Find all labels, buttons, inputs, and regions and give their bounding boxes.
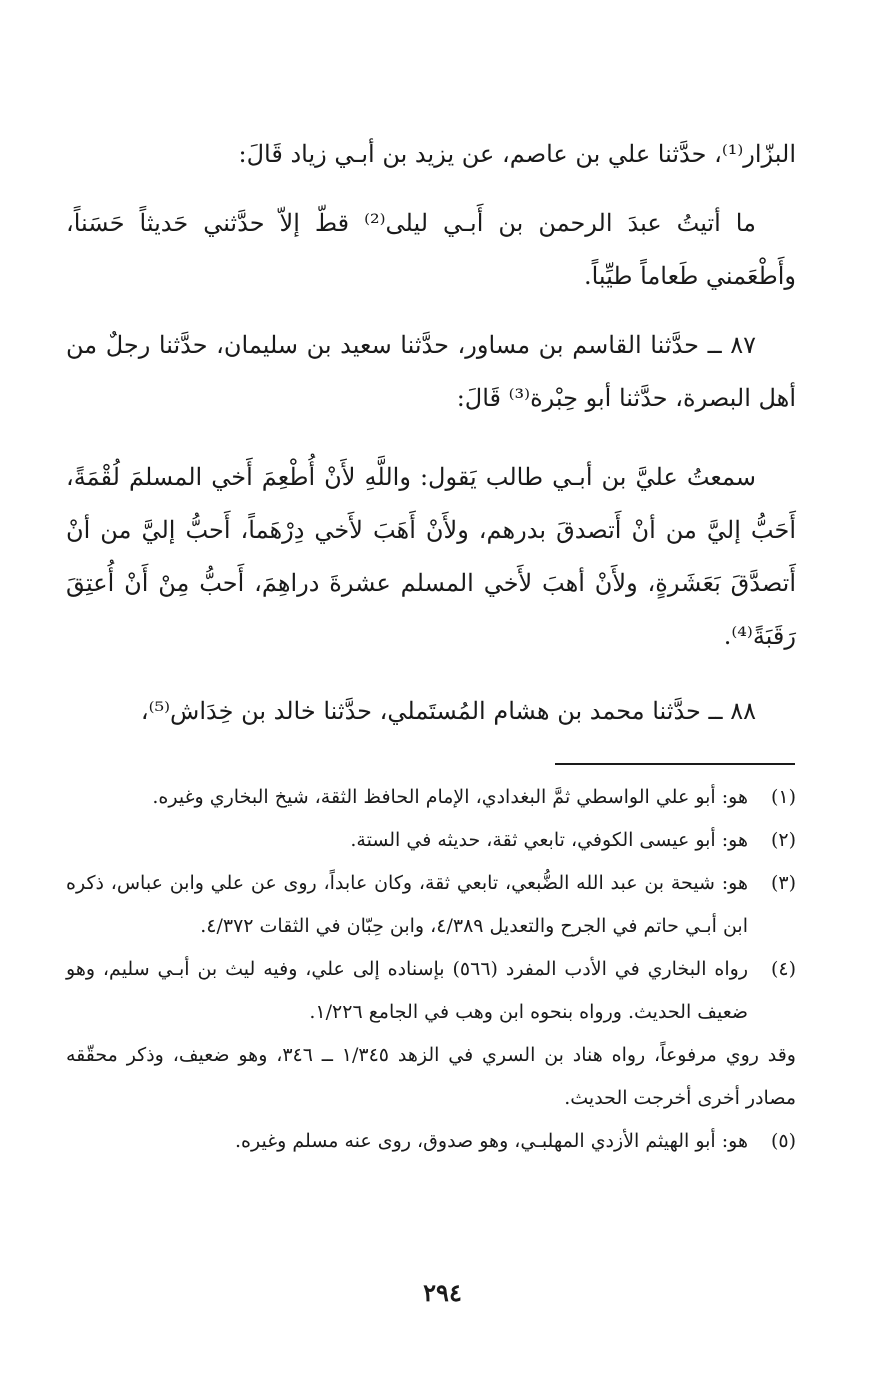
footnote-number: (٥) <box>770 1130 796 1152</box>
footnote-number: (١) <box>770 786 796 808</box>
footnote-4 <box>66 948 796 1034</box>
footnote-number: (٣) <box>770 872 796 894</box>
footnote-4-continuation: وقد روي مرفوعاً، رواه هناد بن السري في الزهد ١/٣٤٥ ــ ٣٤٦، وهو ضعيف، وذكر محقّقه مصادر أخرى أخرجت الحديث. <box>66 1044 796 1109</box>
main-text <box>66 128 796 738</box>
footnote-text: هو: شيحة بن عبد الله الضُّبعي، تابعي ثقة، وكان عابداً، روى عن علي وابن عباس، ذكره ابن أبـي حاتم في الجرح والتعديل ٤/٣٨٩، وابن حِبّان في الثقات ٤/٣٧٢. <box>66 872 748 937</box>
footnote-number: (٤) <box>770 958 796 980</box>
paragraph-3-hadith-87: ٨٧ ــ حدَّثنا القاسم بن مساور، حدَّثنا سعيد بن سليمان، حدَّثنا رجلٌ من أهل البصرة، حدَّثنا أبو حِبْرة⁽³⁾ قَالَ: <box>66 331 796 412</box>
paragraph-4: سمعتُ عليَّ بن أبـي طالب يَقول: واللَّهِ لأَنْ أُطْعِمَ أَخي المسلمَ لُقْمَةً، أَحَبُّ إليَّ من أنْ أَتصدقَ بدرهم، ولأَنْ أَهَبَ لأَخي دِرْهَماً، أَحبُّ إليَّ من أنْ أَتصدَّقَ بَعَشَرةٍ، ولأَنْ أهبَ لأَخي المسلم عشرةَ دراهِمَ، أَحبُّ مِنْ أَنْ أُعتِقَ رَقَبَةً⁽⁴⁾. <box>66 463 796 650</box>
paragraph-5-hadith-88: ٨٨ ــ حدَّثنا محمد بن هشام المُستَملي، حدَّثنا خالد بن خِدَاش⁽⁵⁾، <box>140 697 756 725</box>
footnote-5 <box>66 1120 796 1163</box>
paragraph-1: البزّار⁽¹⁾، حدَّثنا علي بن عاصم، عن يزيد بن أبـي زياد قَالَ: <box>238 140 796 168</box>
footnote-number: (٢) <box>770 829 796 851</box>
footnote-text: هو: أبو الهيثم الأزدي المهلبـي، وهو صدوق، روى عنه مسلم وغيره. <box>235 1130 748 1152</box>
footnote-2 <box>66 819 796 862</box>
footnotes <box>66 776 796 1163</box>
footnote-text: رواه البخاري في الأدب المفرد (٥٦٦) بإسناده إلى علي، وفيه ليث بن أبـي سليم، وهو ضعيف الحديث. ورواه بنحوه ابن وهب في الجامع ١/٢٢٦. <box>66 958 748 1023</box>
footnote-text: هو: أبو عيسى الكوفي، تابعي ثقة، حديثه في الستة. <box>350 829 748 851</box>
footnote-3 <box>66 862 796 948</box>
paragraph-2: ما أتيتُ عبدَ الرحمن بن أَبـي ليلى⁽²⁾ قطّ إلاّ حدَّثني حَديثاً حَسَناً، وأَطْعَمني طَعاماً طيِّباً. <box>66 209 796 290</box>
page-number: ٢٩٤ <box>423 1278 462 1307</box>
footnote-1 <box>66 776 796 819</box>
footnote-text: هو: أبو علي الواسطي ثمَّ البغدادي، الإمام الحافظ الثقة، شيخ البخاري وغيره. <box>152 786 748 808</box>
footnote-separator <box>555 763 795 765</box>
